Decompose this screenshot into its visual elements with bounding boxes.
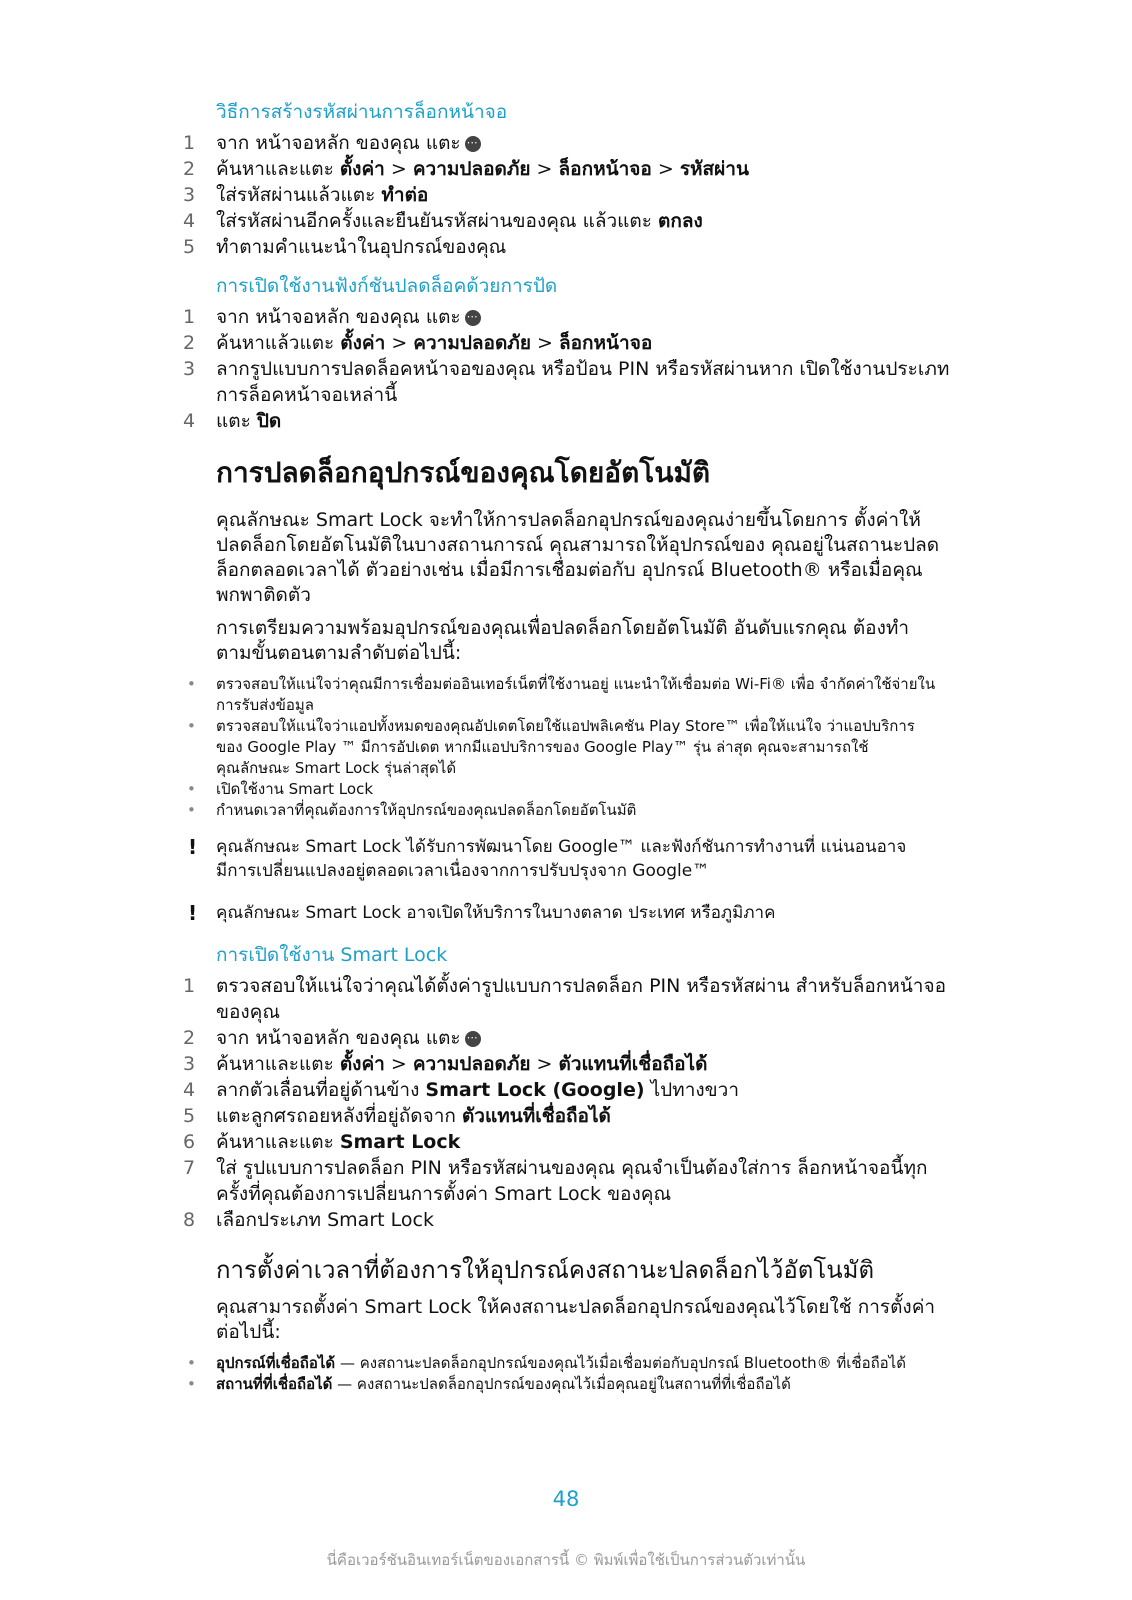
step-number: 8: [183, 1209, 196, 1231]
list-item-text: — คงสถานะปลดล็อกอุปกรณ์ของคุณไว้เมื่อเชื่อมต่อกับอุปกรณ์ Bluetooth® ที่เชื่อถือได้: [335, 1354, 906, 1372]
step-text: ใส่ รูปแบบการปลดล็อก PIN หรือรหัสผ่านของคุณ คุณจำเป็นต้องใส่การ ล็อกหน้าจอนี้ทุกครั้งที่คุณต้องการเปลี่ยนการตั้งค่า Smart Lock ของคุณ: [216, 1157, 928, 1205]
list-item-text: เปิดใช้งาน Smart Lock: [216, 780, 374, 798]
step-text: แตะ: [216, 410, 257, 432]
step-number: 1: [183, 132, 196, 154]
step-bold: ตกลง: [658, 210, 703, 232]
step-text: จาก หน้าจอหลัก ของคุณ แตะ: [216, 1027, 461, 1049]
step-bold: ทำต่อ: [381, 184, 429, 206]
separator: >: [651, 158, 680, 180]
step-text: ใส่รหัสผ่านแล้วแตะ: [216, 184, 382, 206]
note-text: คุณลักษณะ Smart Lock อาจเปิดให้บริการในบางตลาด ประเทศ หรือภูมิภาค: [216, 903, 776, 923]
separator: >: [530, 1053, 559, 1075]
step: [0, 1025, 1132, 1051]
step-bold: ล็อกหน้าจอ: [558, 332, 653, 354]
step-number: 2: [183, 1027, 196, 1049]
step-text: ค้นหาและแตะ: [216, 158, 340, 180]
bullet: •: [187, 717, 196, 735]
step: [0, 156, 1132, 182]
paragraph: คุณสามารถตั้งค่า Smart Lock ให้คงสถานะปลดล็อกอุปกรณ์ของคุณไว้โดยใช้ การตั้งค่าต่อไปนี้:: [216, 1296, 936, 1343]
step-text: ใส่รหัสผ่านอีกครั้งและยืนยันรหัสผ่านของคุณ แล้วแตะ: [216, 210, 658, 232]
step: [0, 304, 1132, 330]
warning-icon: !: [188, 901, 198, 925]
bullet-list: [0, 674, 1132, 821]
list-item-text: กำหนดเวลาที่คุณต้องการให้อุปกรณ์ของคุณปลดล็อกโดยอัตโนมัติ: [216, 801, 637, 819]
step: [0, 356, 1132, 408]
list-item-bold: สถานที่ที่เชื่อถือได้: [216, 1375, 333, 1393]
step-text: ลากตัวเลื่อนที่อยู่ด้านข้าง: [216, 1079, 426, 1101]
heading-keep-unlocked: การตั้งค่าเวลาที่ต้องการให้อุปกรณ์คงสถานะปลดล็อกไว้อัตโนมัติ: [216, 1256, 875, 1284]
step: [0, 330, 1132, 356]
step-bold: ตัวแทนที่เชื่อถือได้: [461, 1105, 611, 1127]
step: [0, 408, 1132, 434]
step: [0, 130, 1132, 156]
step-bold: ตั้งค่า: [339, 158, 385, 180]
step-bold: ตัวแทนที่เชื่อถือได้: [558, 1053, 708, 1075]
step-bold: ความปลอดภัย: [412, 1053, 531, 1075]
step-bold: รหัสผ่าน: [679, 158, 749, 180]
list-item: [0, 1374, 1132, 1395]
steps-create-password: [0, 130, 1132, 260]
list-item-text: ตรวจสอบให้แน่ใจว่าแอปทั้งหมดของคุณอัปเดตโดยใช้แอปพลิเคชัน Play Store™ เพื่อให้แน่ใจ ว่าแอปบริการของ Google Play ™ มีการอัปเดต หากมีแอปบริการของ Google Play™ รุ่น ล่าสุด คุณจะสามารถใช้คุณลักษณะ Smart Lock รุ่นล่าสุดได้: [216, 717, 915, 777]
step-text: เลือกประเภท Smart Lock: [216, 1209, 434, 1231]
step: [0, 182, 1132, 208]
step-bold: ล็อกหน้าจอ: [558, 158, 652, 180]
step-text: ค้นหาและแตะ: [216, 1131, 340, 1153]
step-text: ตรวจสอบให้แน่ใจว่าคุณได้ตั้งค่ารูปแบบการปลดล็อก PIN หรือรหัสผ่าน สำหรับล็อกหน้าจอของคุณ: [216, 975, 947, 1023]
step-text: ค้นหาและแตะ: [216, 1053, 340, 1075]
list-item-bold: อุปกรณ์ที่เชื่อถือได้: [216, 1354, 336, 1372]
bullet-list: [0, 1353, 1132, 1395]
footer-note: นี่คือเวอร์ชันอินเทอร์เน็ตของเอกสารนี้ © พิมพ์เพื่อใช้เป็นการส่วนตัวเท่านั้น: [326, 1551, 806, 1569]
steps-enable-smart-lock: [0, 973, 1132, 1233]
step-bold: Smart Lock: [339, 1131, 461, 1153]
step: [0, 234, 1132, 260]
step-number: 2: [183, 332, 196, 354]
step-text: ทำตามคำแนะนำในอุปกรณ์ของคุณ: [216, 236, 507, 258]
separator: >: [530, 332, 559, 354]
separator: >: [385, 332, 414, 354]
subheading-create-password: วิธีการสร้างรหัสผ่านการล็อกหน้าจอ: [216, 101, 508, 123]
note: [0, 835, 1132, 883]
step-number: 7: [183, 1157, 196, 1179]
step-number: 5: [183, 236, 196, 258]
bullet: •: [187, 780, 196, 798]
step-text: แตะลูกศรถอยหลังที่อยู่ถัดจาก: [216, 1105, 462, 1127]
bullet: •: [187, 675, 196, 693]
note: [0, 901, 1132, 925]
step-number: 4: [183, 410, 196, 432]
step: [0, 1129, 1132, 1155]
step-number: 4: [183, 1079, 196, 1101]
list-item: [0, 1353, 1132, 1374]
step-number: 3: [183, 184, 196, 206]
step: [0, 208, 1132, 234]
step-number: 1: [183, 975, 196, 997]
step-bold: ปิด: [256, 410, 282, 432]
list-item-text: ตรวจสอบให้แน่ใจว่าคุณมีการเชื่อมต่ออินเทอร์เน็ตที่ใช้งานอยู่ แนะนำให้เชื่อมต่อ Wi-Fi® เพื่อ จำกัดค่าใช้จ่ายในการรับส่งข้อมูล: [216, 675, 936, 714]
step-text: ไปทางขวา: [644, 1079, 739, 1101]
steps-swipe-unlock: [0, 304, 1132, 434]
step-bold: ความปลอดภัย: [413, 332, 531, 354]
list-item: [0, 674, 1132, 716]
paragraph: การเตรียมความพร้อมอุปกรณ์ของคุณเพื่อปลดล็อกโดยอัตโนมัติ อันดับแรกคุณ ต้องทำตามขั้นตอนตามลำดับต่อไปนี้:: [216, 617, 910, 664]
step: [0, 1103, 1132, 1129]
step-text: จาก หน้าจอหลัก ของคุณ แตะ: [216, 306, 461, 328]
step: [0, 973, 1132, 1025]
apps-icon: [465, 136, 481, 152]
step-number: 6: [183, 1131, 196, 1153]
subheading-swipe-unlock: การเปิดใช้งานฟังก์ชันปลดล็อคด้วยการปัด: [216, 275, 558, 297]
note-text: คุณลักษณะ Smart Lock ได้รับการพัฒนาโดย Google™ และฟังก์ชันการทำงานที่ แน่นอนอาจมีการเปลี่ยนแปลงอยู่ตลอดเวลาเนื่องจากการปรับปรุงจาก Google™: [216, 837, 907, 881]
paragraph: คุณลักษณะ Smart Lock จะทำให้การปลดล็อกอุปกรณ์ของคุณง่ายขึ้นโดยการ ตั้งค่าให้ปลดล็อกโดยอัตโนมัติในบางสถานการณ์ คุณสามารถให้อุปกรณ์ของ คุณอยู่ในสถานะปลดล็อกตลอดเวลาได้ ตัวอย่างเช่น เมื่อมีการเชื่อมต่อกับ อุปกรณ์ Bluetooth® หรือเมื่อคุณพกพาติดตัว: [216, 509, 940, 606]
step-number: 2: [183, 158, 196, 180]
apps-icon: [465, 310, 481, 326]
bullet: •: [187, 1354, 196, 1372]
bullet: •: [187, 1375, 196, 1393]
step: [0, 1077, 1132, 1103]
step: [0, 1155, 1132, 1207]
separator: >: [530, 158, 559, 180]
step-bold: ตั้งค่า: [339, 1053, 385, 1075]
heading-auto-unlock: การปลดล็อกอุปกรณ์ของคุณโดยอัตโนมัติ: [216, 456, 711, 489]
warning-icon: !: [188, 835, 198, 859]
step-number: 4: [183, 210, 196, 232]
step: [0, 1207, 1132, 1233]
list-item: [0, 800, 1132, 821]
step-number: 3: [183, 1053, 196, 1075]
step-text: ค้นหาแล้วแตะ: [216, 332, 341, 354]
page-content: [0, 100, 1132, 1405]
separator: >: [384, 1053, 413, 1075]
step-text: จาก หน้าจอหลัก ของคุณ แตะ: [216, 132, 461, 154]
step-number: 5: [183, 1105, 196, 1127]
apps-icon: [465, 1031, 481, 1047]
step-bold: ตั้งค่า: [340, 332, 386, 354]
step-number: 3: [183, 358, 196, 380]
step-bold: ความปลอดภัย: [412, 158, 531, 180]
step: [0, 1051, 1132, 1077]
step-text: ลากรูปแบบการปลดล็อคหน้าจอของคุณ หรือป้อน PIN หรือรหัสผ่านหาก เปิดใช้งานประเภทการล็อคหน้าจอเหล่านี้: [216, 358, 950, 406]
step-number: 1: [183, 306, 196, 328]
step-bold: Smart Lock (Google): [425, 1079, 645, 1101]
list-item: [0, 779, 1132, 800]
list-item: [0, 716, 1132, 779]
bullet: •: [187, 801, 196, 819]
separator: >: [384, 158, 413, 180]
subheading-enable-smart-lock: การเปิดใช้งาน Smart Lock: [216, 944, 448, 966]
list-item-text: — คงสถานะปลดล็อกอุปกรณ์ของคุณไว้เมื่อคุณอยู่ในสถานที่ที่เชื่อถือได้: [332, 1375, 791, 1393]
page-number: 48: [552, 1487, 580, 1511]
